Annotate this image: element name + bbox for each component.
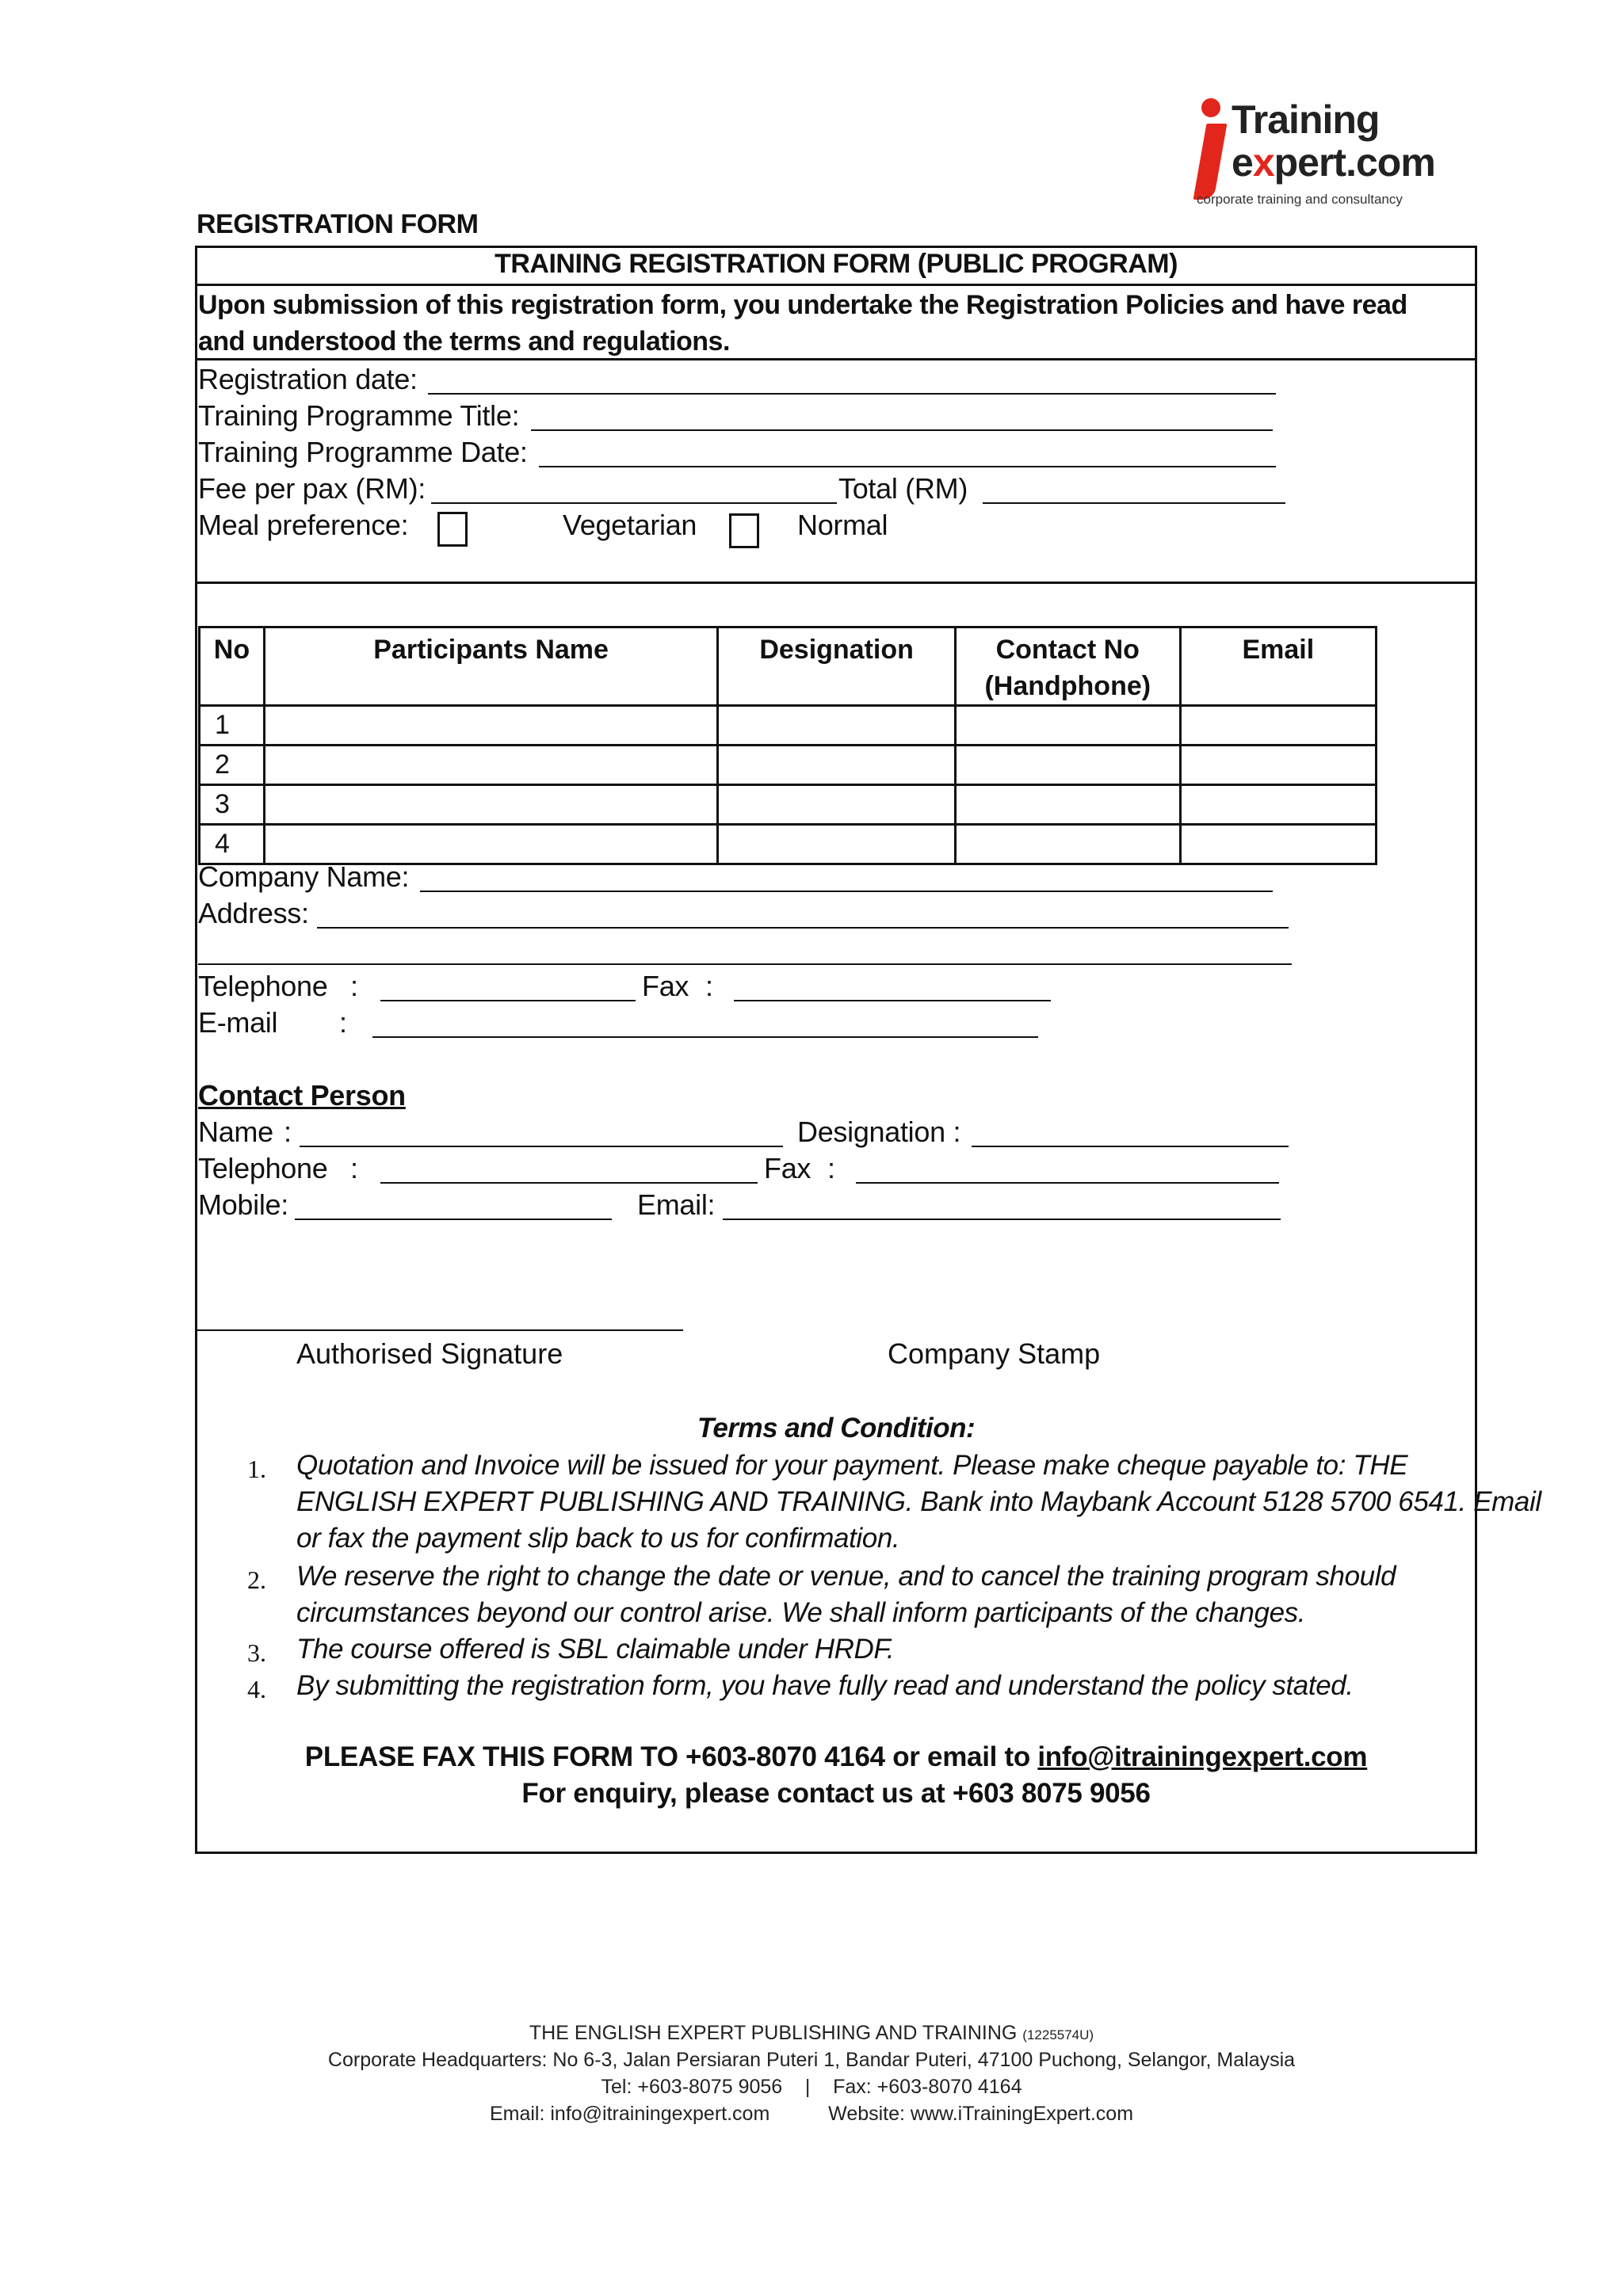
contact-name-colon: : [284, 1116, 292, 1148]
company-logo [1197, 93, 1442, 212]
footer-website[interactable]: Website: www.iTrainingExpert.com [828, 2103, 1134, 2125]
contact-no-cell[interactable] [955, 785, 1180, 825]
table-row [200, 706, 1377, 746]
logo-i-stem-icon [1193, 124, 1228, 200]
term-1-line-1: Quotation and Invoice will be issued for your payment. Please make cheque payable to: THE [296, 1450, 1408, 1481]
company-name-field[interactable] [420, 891, 1273, 892]
programme-date-field[interactable] [539, 466, 1276, 467]
header-participants-name: Participants Name [264, 627, 717, 706]
logo-i-dot-icon [1201, 98, 1220, 117]
total-label: Total (RM) [838, 472, 968, 505]
email-cell[interactable] [1180, 825, 1376, 864]
fee-per-pax-label: Fee per pax (RM): [198, 472, 426, 505]
notice-line-2: and understood the terms and regulations. [198, 326, 730, 357]
header-email: Email [1180, 627, 1376, 706]
programme-title-label: Training Programme Title: [198, 399, 520, 432]
participant-name-cell[interactable] [264, 706, 717, 746]
row-number: 3 [200, 785, 265, 825]
enquiry-line: For enquiry, please contact us at +603 8075 9056 [521, 1778, 1151, 1809]
table-row [200, 825, 1377, 864]
header-contact-no: Contact No (Handphone) [955, 627, 1180, 706]
logo-tagline: corporate training and consultancy [1197, 192, 1403, 207]
participant-name-cell[interactable] [264, 825, 717, 864]
logo-line-1: Training [1232, 97, 1380, 142]
company-email-field[interactable] [372, 1036, 1038, 1038]
fax-instruction [197, 1741, 1476, 1773]
term-4-line-1: By submitting the registration form, you have fully read and understand the policy stated. [296, 1670, 1354, 1701]
footer-company [0, 2022, 1623, 2045]
signature-line[interactable] [197, 1329, 683, 1331]
registration-date-label: Registration date: [198, 363, 418, 395]
company-telephone-colon: : [350, 970, 358, 1002]
contact-fax-colon: : [827, 1152, 835, 1184]
contact-fax-field[interactable] [856, 1182, 1279, 1184]
contact-name-field[interactable] [300, 1146, 783, 1147]
contact-designation-label: Designation : [797, 1116, 961, 1148]
participants-header-row [200, 627, 1377, 706]
designation-cell[interactable] [718, 706, 956, 746]
contact-no-cell[interactable] [955, 825, 1180, 864]
footer-separator: | [804, 2076, 811, 2098]
row-number: 1 [200, 706, 265, 746]
company-stamp-caption: Company Stamp [888, 1337, 1101, 1370]
address-field-line-2[interactable] [198, 963, 1292, 965]
footer-fax: Fax: +603-8070 4164 [833, 2076, 1022, 2098]
fax-email-link[interactable]: info@itrainingexpert.com [1037, 1741, 1368, 1772]
vegetarian-checkbox[interactable] [437, 512, 468, 547]
company-telephone-label: Telephone [198, 970, 328, 1002]
address-label: Address: [198, 897, 309, 929]
company-email-label: E-mail [198, 1006, 278, 1039]
contact-person-heading: Contact Person [198, 1079, 406, 1112]
table-row [200, 746, 1377, 785]
company-fax-label: Fax [642, 970, 689, 1002]
meal-preference-label: Meal preference: [198, 509, 409, 541]
company-telephone-field[interactable] [380, 1000, 636, 1001]
table-row [200, 785, 1377, 825]
contact-email-field[interactable] [723, 1219, 1281, 1220]
term-number-4: 4. [247, 1675, 266, 1703]
programme-title-field[interactable] [531, 429, 1273, 431]
contact-fax-label: Fax [764, 1152, 812, 1184]
total-field[interactable] [983, 502, 1285, 504]
terms-title: Terms and Condition: [697, 1413, 976, 1444]
company-fax-colon: : [705, 970, 713, 1002]
email-cell[interactable] [1180, 746, 1376, 785]
row-number: 2 [200, 746, 265, 785]
participants-table [198, 626, 1377, 865]
company-email-colon: : [339, 1006, 347, 1039]
normal-checkbox[interactable] [729, 513, 759, 548]
contact-telephone-field[interactable] [380, 1182, 758, 1184]
registration-date-field[interactable] [428, 393, 1276, 395]
participant-name-cell[interactable] [264, 785, 717, 825]
participant-name-cell[interactable] [264, 746, 717, 785]
contact-mobile-field[interactable] [295, 1219, 612, 1220]
footer-tel: Tel: +603-8075 9056 [601, 2076, 783, 2098]
term-number-1: 1. [247, 1455, 266, 1483]
term-1-line-2: ENGLISH EXPERT PUBLISHING AND TRAINING. Bank into Maybank Account 5128 5700 6541. Email [296, 1486, 1541, 1517]
contact-mobile-label: Mobile: [198, 1188, 288, 1221]
contact-no-cell[interactable] [955, 746, 1180, 785]
term-number-3: 3. [247, 1638, 266, 1667]
term-1-line-3: or fax the payment slip back to us for confirmation. [296, 1523, 900, 1554]
contact-telephone-label: Telephone [198, 1152, 328, 1184]
footer-email[interactable]: Email: info@itrainingexpert.com [489, 2103, 770, 2125]
designation-cell[interactable] [718, 825, 956, 864]
address-field-line-1[interactable] [317, 927, 1289, 929]
contact-designation-field[interactable] [972, 1146, 1289, 1147]
email-cell[interactable] [1180, 706, 1376, 746]
footer-reg-no: (1225574U) [1022, 2027, 1094, 2042]
header-designation: Designation [718, 627, 956, 706]
contact-no-cell[interactable] [955, 706, 1180, 746]
contact-email-label: Email: [637, 1188, 716, 1221]
contact-name-label: Name [198, 1116, 273, 1148]
company-name-label: Company Name: [198, 860, 410, 893]
term-3-line-1: The course offered is SBL claimable under HRDF. [296, 1634, 895, 1665]
normal-label: Normal [797, 509, 888, 541]
fee-per-pax-field[interactable] [431, 502, 837, 504]
header-no: No [200, 627, 265, 706]
footer-contact [0, 2103, 1623, 2126]
vegetarian-label: Vegetarian [563, 509, 697, 541]
logo-line-2: expert.com [1232, 140, 1435, 185]
email-cell[interactable] [1180, 785, 1376, 825]
footer-phone-fax [0, 2076, 1623, 2099]
term-2-line-2: circumstances beyond our control arise. We shall inform participants of the changes. [296, 1597, 1306, 1628]
footer-address: Corporate Headquarters: No 6-3, Jalan Persiaran Puteri 1, Bandar Puteri, 47100 Puchong, Selangor, Malaysia [327, 2049, 1296, 2071]
registration-notice [198, 287, 1474, 360]
footer-company-name: THE ENGLISH EXPERT PUBLISHING AND TRAINING [529, 2022, 1018, 2044]
divider-title [197, 284, 1476, 286]
notice-line-1: Upon submission of this registration form, you undertake the Registration Policies and have read [198, 290, 1407, 320]
contact-telephone-colon: : [350, 1152, 358, 1184]
row-number: 4 [200, 825, 265, 864]
form-title: TRAINING REGISTRATION FORM (PUBLIC PROGRAM) [495, 249, 1178, 279]
programme-date-label: Training Programme Date: [198, 436, 528, 468]
form-heading: REGISTRATION FORM [197, 209, 479, 239]
company-fax-field[interactable] [734, 1000, 1051, 1001]
authorised-signature-caption: Authorised Signature [296, 1337, 563, 1370]
divider-details [197, 582, 1476, 584]
term-2-line-1: We reserve the right to change the date or venue, and to cancel the training program should [296, 1561, 1396, 1592]
designation-cell[interactable] [718, 746, 956, 785]
fax-instruction-text: PLEASE FAX THIS FORM TO +603-8070 4164 or email to [304, 1741, 1030, 1772]
term-number-2: 2. [247, 1566, 266, 1594]
designation-cell[interactable] [718, 785, 956, 825]
